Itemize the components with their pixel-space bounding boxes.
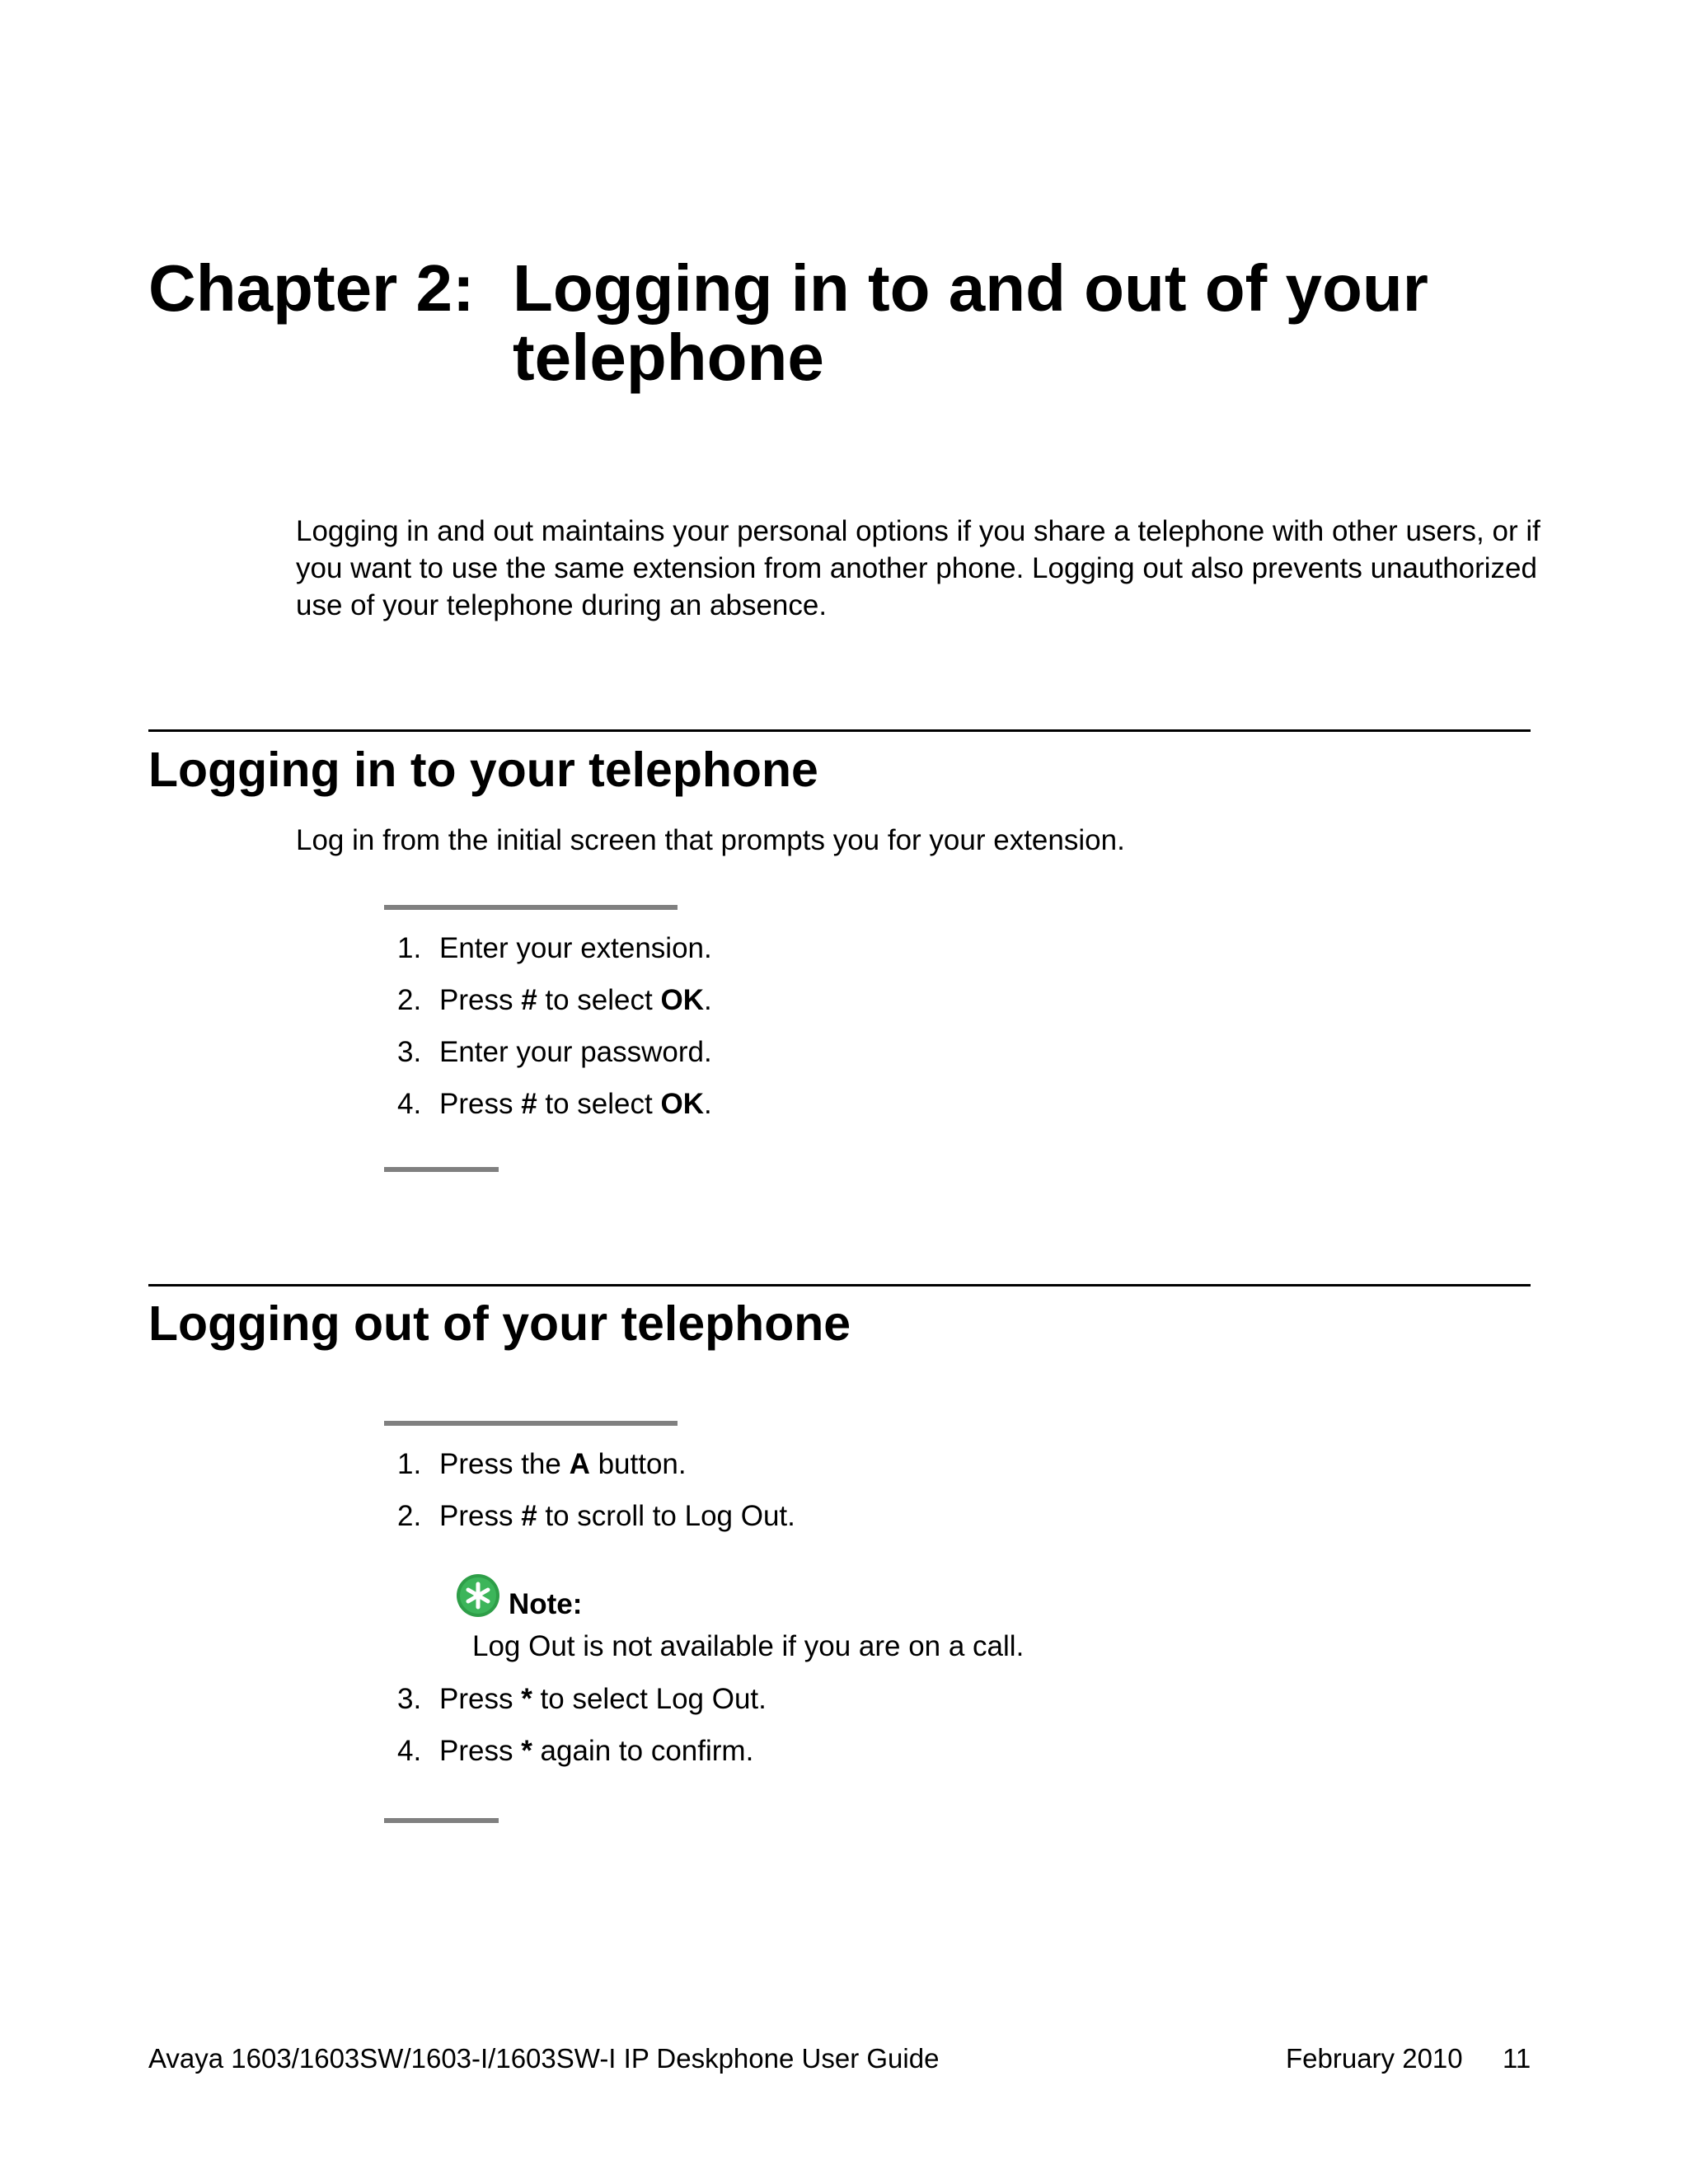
logout-step-3	[397, 1680, 767, 1718]
footer-guide-title: Avaya 1603/1603SW/1603-I/1603SW-I IP Deskphone User Guide	[148, 2043, 940, 2074]
step-text: Press the	[439, 1448, 570, 1480]
procedure-end-bar	[384, 1818, 499, 1823]
step-text: to scroll to Log Out.	[537, 1500, 795, 1532]
login-step-1	[397, 930, 712, 967]
procedure-start-bar	[384, 1421, 678, 1426]
section-heading-login: Logging in to your telephone	[148, 743, 818, 797]
step-key: #	[521, 1500, 537, 1532]
step-key: A	[569, 1448, 590, 1480]
step-text: .	[703, 984, 712, 1016]
step-text: Press	[439, 984, 522, 1016]
procedure-start-bar	[384, 905, 678, 910]
step-key: #	[521, 1088, 537, 1120]
step-number: 4.	[397, 1088, 422, 1120]
step-target: OK	[660, 1088, 704, 1120]
step-text: Enter your extension.	[439, 932, 712, 964]
step-key: #	[521, 984, 537, 1016]
step-number: 1.	[397, 932, 422, 964]
step-text: .	[703, 1088, 712, 1120]
note-asterisk-icon	[456, 1573, 500, 1618]
step-number: 4.	[397, 1735, 422, 1767]
intro-paragraph: Logging in and out maintains your personal options if you share a telephone with other users, or if you want to use the same extension from another phone. Logging out also prevents unauthorized use of your telephone during an absence.	[296, 515, 1540, 621]
step-text: Press	[439, 1683, 522, 1715]
step-number: 2.	[397, 984, 422, 1016]
procedure-end-bar	[384, 1167, 499, 1172]
step-text: again to confirm.	[532, 1735, 754, 1767]
chapter-title: Logging in to and out of your telephone	[513, 251, 1428, 394]
step-text: to select	[537, 984, 661, 1016]
step-text: to select Log Out.	[532, 1683, 767, 1715]
note-text: Log Out is not available if you are on a call.	[472, 1630, 1025, 1662]
footer-date: February 2010	[1286, 2043, 1463, 2074]
step-number: 2.	[397, 1500, 422, 1532]
section-divider-logout	[148, 1284, 1531, 1286]
note-label: Note:	[509, 1588, 583, 1620]
step-number: 3.	[397, 1683, 422, 1715]
step-text: Enter your password.	[439, 1036, 712, 1068]
section-lead-login: Log in from the initial screen that prompts you for your extension.	[296, 824, 1125, 856]
step-text: to select	[537, 1088, 661, 1120]
logout-step-4	[397, 1732, 753, 1769]
login-step-4	[397, 1085, 712, 1122]
logout-step-2	[397, 1497, 795, 1535]
login-step-2	[397, 982, 712, 1019]
step-text: button.	[589, 1448, 687, 1480]
section-divider-login	[148, 729, 1531, 732]
section-heading-logout: Logging out of your telephone	[148, 1296, 851, 1351]
step-target: OK	[660, 984, 704, 1016]
step-key: *	[521, 1683, 532, 1715]
step-number: 1.	[397, 1448, 422, 1480]
logout-step-1	[397, 1446, 687, 1483]
step-text: Press	[439, 1500, 522, 1532]
step-text: Press	[439, 1088, 522, 1120]
chapter-label: Chapter 2:	[148, 251, 475, 325]
step-key: *	[521, 1735, 532, 1767]
step-text: Press	[439, 1735, 522, 1767]
footer-page-number: 11	[1503, 2043, 1531, 2074]
step-number: 3.	[397, 1036, 422, 1068]
login-step-3	[397, 1033, 712, 1071]
